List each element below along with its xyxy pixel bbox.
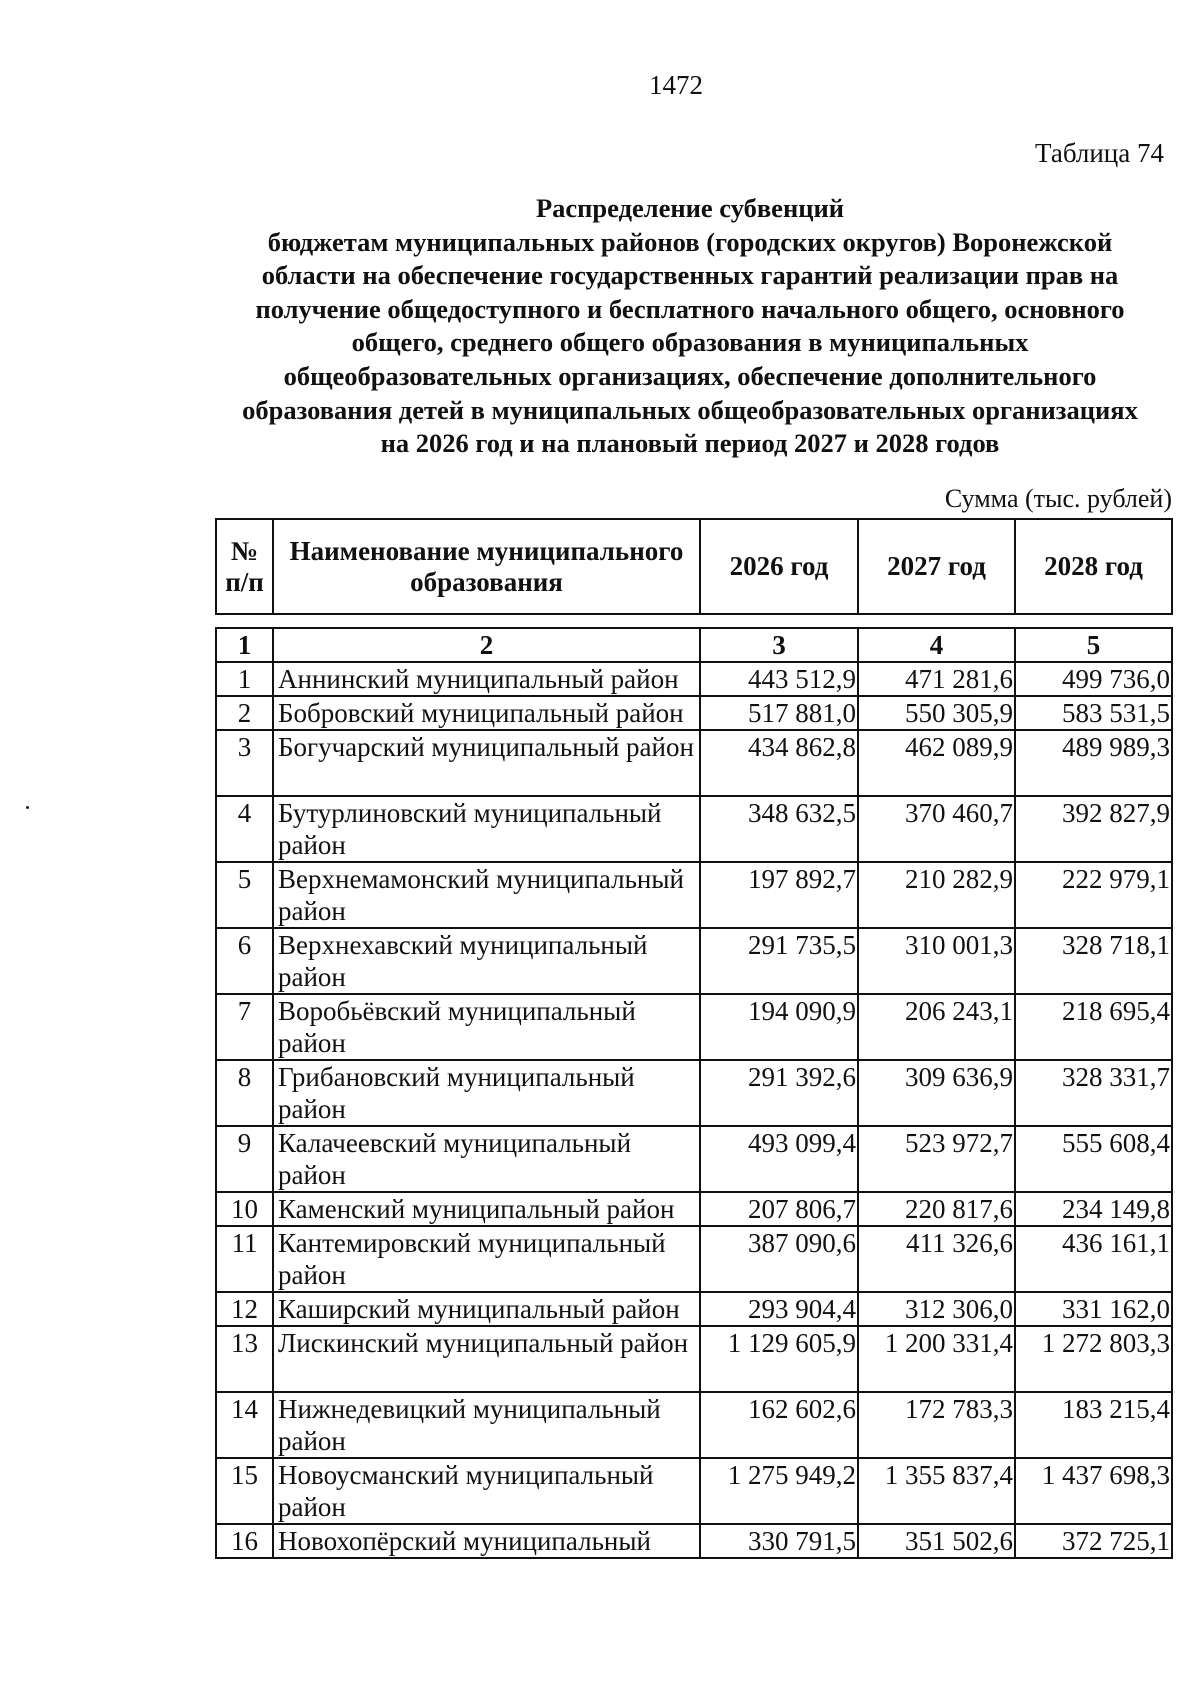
row-number: 13 — [216, 1326, 273, 1392]
row-number: 14 — [216, 1392, 273, 1458]
amount-2028: 436 161,1 — [1015, 1226, 1172, 1292]
amount-2027: 220 817,6 — [858, 1192, 1015, 1226]
municipality-name: Новохопёрский муниципальный — [273, 1524, 700, 1558]
municipality-name: Каменский муниципальный район — [273, 1192, 700, 1226]
title-line: области на обеспечение государственных гарантий реализации прав на — [261, 260, 1119, 291]
header-2026: 2026 год — [700, 519, 858, 614]
table-row — [216, 1292, 1172, 1326]
amount-2026: 517 881,0 — [700, 696, 858, 730]
amount-2027: 462 089,9 — [858, 730, 1015, 796]
amount-2026: 291 392,6 — [700, 1060, 858, 1126]
amount-2026: 207 806,7 — [700, 1192, 858, 1226]
table-row — [216, 1060, 1172, 1126]
column-number-row — [216, 628, 1172, 662]
amount-2026: 387 090,6 — [700, 1226, 858, 1292]
amount-2027: 1 355 837,4 — [858, 1458, 1015, 1524]
municipality-name: Нижнедевицкий муниципальный район — [273, 1392, 700, 1458]
title-line: общеобразовательных организациях, обеспечение дополнительного — [283, 360, 1097, 391]
row-number: 16 — [216, 1524, 273, 1558]
table-label: Таблица 74 — [1035, 138, 1164, 168]
amount-2028: 331 162,0 — [1015, 1292, 1172, 1326]
row-number: 8 — [216, 1060, 273, 1126]
table-header — [215, 518, 1173, 615]
row-number: 1 — [216, 662, 273, 696]
title-line: общего, среднего общего образования в муниципальных — [351, 327, 1029, 358]
table-row — [216, 696, 1172, 730]
row-number: 5 — [216, 862, 273, 928]
column-number: 5 — [1015, 628, 1172, 662]
document-title — [200, 192, 1180, 461]
amount-2026: 1 129 605,9 — [700, 1326, 858, 1392]
units-label: Сумма (тыс. рублей) — [944, 484, 1172, 513]
column-number: 4 — [858, 628, 1015, 662]
amount-2026: 1 275 949,2 — [700, 1458, 858, 1524]
municipality-name: Аннинский муниципальный район — [273, 662, 700, 696]
row-number: 2 — [216, 696, 273, 730]
amount-2028: 392 827,9 — [1015, 796, 1172, 862]
row-number: 7 — [216, 994, 273, 1060]
amount-2028: 489 989,3 — [1015, 730, 1172, 796]
amount-2028: 328 718,1 — [1015, 928, 1172, 994]
amount-2028: 1 272 803,3 — [1015, 1326, 1172, 1392]
table-row — [216, 928, 1172, 994]
amount-2028: 499 736,0 — [1015, 662, 1172, 696]
table-row — [216, 994, 1172, 1060]
row-number: 12 — [216, 1292, 273, 1326]
column-number: 1 — [216, 628, 273, 662]
amount-2027: 210 282,9 — [858, 862, 1015, 928]
amount-2027: 172 783,3 — [858, 1392, 1015, 1458]
title-line: получение общедоступного и бесплатного начального общего, основного — [255, 293, 1125, 324]
header-num: № п/п — [216, 519, 273, 614]
column-number: 2 — [273, 628, 700, 662]
table-row — [216, 1226, 1172, 1292]
amount-2028: 218 695,4 — [1015, 994, 1172, 1060]
table-row — [216, 1458, 1172, 1524]
row-number: 10 — [216, 1192, 273, 1226]
amount-2027: 1 200 331,4 — [858, 1326, 1015, 1392]
table-row — [216, 796, 1172, 862]
amount-2028: 222 979,1 — [1015, 862, 1172, 928]
amount-2027: 550 305,9 — [858, 696, 1015, 730]
amount-2027: 411 326,6 — [858, 1226, 1015, 1292]
amount-2028: 183 215,4 — [1015, 1392, 1172, 1458]
title-line: Распределение субвенций — [535, 193, 845, 223]
amount-2026: 330 791,5 — [700, 1524, 858, 1558]
municipality-name: Грибановский муниципальный район — [273, 1060, 700, 1126]
row-number: 3 — [216, 730, 273, 796]
amount-2027: 206 243,1 — [858, 994, 1015, 1060]
municipality-name: Бутурлиновский муниципальный район — [273, 796, 700, 862]
row-number: 15 — [216, 1458, 273, 1524]
amount-2028: 372 725,1 — [1015, 1524, 1172, 1558]
amount-2026: 291 735,5 — [700, 928, 858, 994]
table-row — [216, 730, 1172, 796]
amount-2026: 194 090,9 — [700, 994, 858, 1060]
municipality-name: Новоусманский муниципальный район — [273, 1458, 700, 1524]
municipality-name: Лискинский муниципальный район — [273, 1326, 700, 1392]
table-row — [216, 862, 1172, 928]
municipality-name: Верхнемамонский муниципальный район — [273, 862, 700, 928]
table-row — [216, 662, 1172, 696]
row-number: 4 — [216, 796, 273, 862]
amount-2027: 312 306,0 — [858, 1292, 1015, 1326]
row-number: 11 — [216, 1226, 273, 1292]
title-line: образования детей в муниципальных общеобразовательных организациях — [242, 394, 1138, 425]
row-number: 6 — [216, 928, 273, 994]
table-row — [216, 1126, 1172, 1192]
amount-2026: 293 904,4 — [700, 1292, 858, 1326]
data-table — [215, 627, 1173, 1559]
municipality-name: Бобровский муниципальный район — [273, 696, 700, 730]
amount-2027: 471 281,6 — [858, 662, 1015, 696]
header-name: Наименование муниципального образования — [273, 519, 700, 614]
title-line: на 2026 год и на плановый период 2027 и 2028 годов — [380, 428, 1000, 459]
municipality-name: Верхнехавский муниципальный район — [273, 928, 700, 994]
amount-2028: 555 608,4 — [1015, 1126, 1172, 1192]
amount-2027: 309 636,9 — [858, 1060, 1015, 1126]
amount-2026: 493 099,4 — [700, 1126, 858, 1192]
amount-2026: 434 862,8 — [700, 730, 858, 796]
municipality-name: Калачеевский муниципальный район — [273, 1126, 700, 1192]
amount-2027: 351 502,6 — [858, 1524, 1015, 1558]
municipality-name: Воробьёвский муниципальный район — [273, 994, 700, 1060]
municipality-name: Каширский муниципальный район — [273, 1292, 700, 1326]
header-2028: 2028 год — [1015, 519, 1172, 614]
header-2027: 2027 год — [858, 519, 1015, 614]
amount-2028: 328 331,7 — [1015, 1060, 1172, 1126]
amount-2027: 310 001,3 — [858, 928, 1015, 994]
table-row — [216, 1392, 1172, 1458]
table-row — [216, 1192, 1172, 1226]
amount-2026: 162 602,6 — [700, 1392, 858, 1458]
column-number: 3 — [700, 628, 858, 662]
title-line: бюджетам муниципальных районов (городских округов) Воронежской — [267, 226, 1113, 257]
amount-2026: 197 892,7 — [700, 862, 858, 928]
row-number: 9 — [216, 1126, 273, 1192]
table-row — [216, 1326, 1172, 1392]
page-number: 1472 — [649, 70, 703, 100]
scan-speck — [26, 806, 29, 809]
table-row — [216, 1524, 1172, 1558]
amount-2027: 370 460,7 — [858, 796, 1015, 862]
municipality-name: Богучарский муниципальный район — [273, 730, 700, 796]
amount-2028: 234 149,8 — [1015, 1192, 1172, 1226]
amount-2026: 348 632,5 — [700, 796, 858, 862]
municipality-name: Кантемировский муниципальный район — [273, 1226, 700, 1292]
amount-2028: 583 531,5 — [1015, 696, 1172, 730]
amount-2026: 443 512,9 — [700, 662, 858, 696]
amount-2028: 1 437 698,3 — [1015, 1458, 1172, 1524]
amount-2027: 523 972,7 — [858, 1126, 1015, 1192]
